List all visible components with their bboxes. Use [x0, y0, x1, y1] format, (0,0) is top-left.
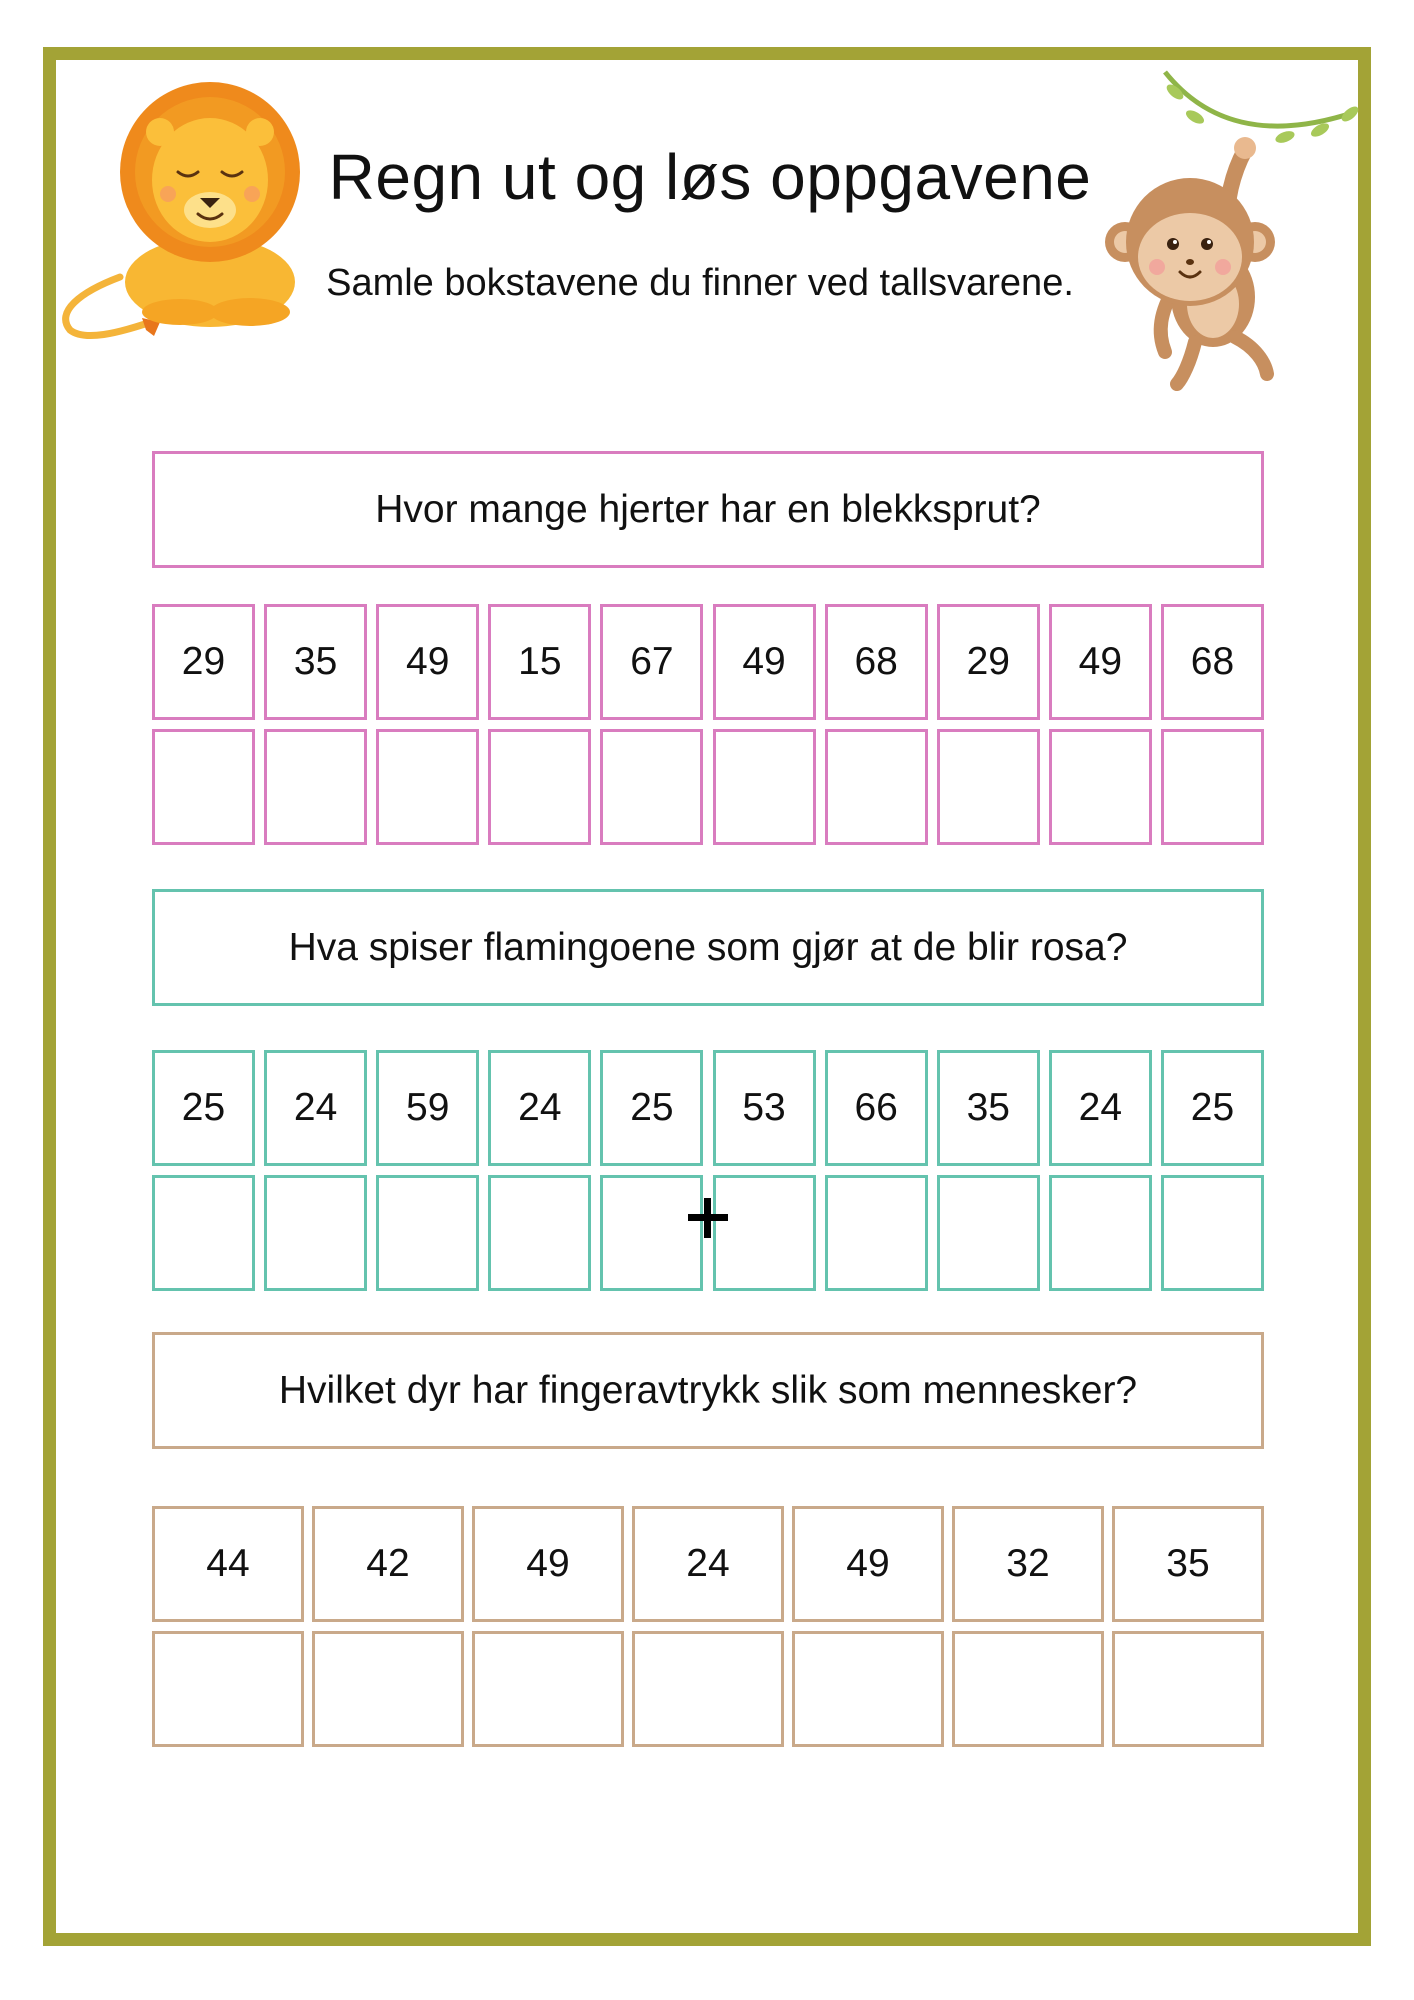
answer-cell[interactable]: [952, 1631, 1104, 1747]
number-cell: 25: [1161, 1050, 1264, 1166]
answer-cell[interactable]: [264, 1175, 367, 1291]
answer-cell[interactable]: [825, 1175, 928, 1291]
number-cell: 66: [825, 1050, 928, 1166]
answer-cell[interactable]: [472, 1631, 624, 1747]
number-cell: 49: [1049, 604, 1152, 720]
question-box-3: Hvilket dyr har fingeravtrykk slik som mennesker?: [152, 1332, 1264, 1449]
number-cell: 49: [376, 604, 479, 720]
answer-cell[interactable]: [713, 729, 816, 845]
number-cell: 49: [472, 1506, 624, 1622]
number-cell: 35: [1112, 1506, 1264, 1622]
number-cell: 49: [713, 604, 816, 720]
answer-cell[interactable]: [1161, 1175, 1264, 1291]
number-cell: 24: [632, 1506, 784, 1622]
answer-cell[interactable]: [152, 729, 255, 845]
number-cell: 25: [600, 1050, 703, 1166]
number-row-2: [152, 1050, 1264, 1166]
page-subtitle: Samle bokstavene du finner ved tallsvarene.: [326, 262, 1074, 304]
plus-cursor-icon: [684, 1194, 732, 1242]
answer-cell[interactable]: [825, 729, 928, 845]
answer-cell[interactable]: [937, 729, 1040, 845]
number-cell: 53: [713, 1050, 816, 1166]
number-cell: 24: [488, 1050, 591, 1166]
page-title: Regn ut og løs oppgavene: [328, 141, 1092, 213]
answer-cell[interactable]: [488, 1175, 591, 1291]
answer-cell[interactable]: [312, 1631, 464, 1747]
number-cell: 42: [312, 1506, 464, 1622]
answer-cell[interactable]: [937, 1175, 1040, 1291]
number-cell: 67: [600, 604, 703, 720]
answer-cell[interactable]: [152, 1175, 255, 1291]
number-cell: 35: [264, 604, 367, 720]
number-cell: 29: [937, 604, 1040, 720]
answer-cell[interactable]: [600, 729, 703, 845]
number-cell: 25: [152, 1050, 255, 1166]
number-row-3: [152, 1506, 1264, 1622]
question-box-2: Hva spiser flamingoene som gjør at de blir rosa?: [152, 889, 1264, 1006]
question-box-1: Hvor mange hjerter har en blekksprut?: [152, 451, 1264, 568]
answer-row-1: [152, 729, 1264, 845]
number-cell: 68: [825, 604, 928, 720]
number-cell: 29: [152, 604, 255, 720]
number-cell: 35: [937, 1050, 1040, 1166]
number-cell: 15: [488, 604, 591, 720]
answer-cell[interactable]: [1161, 729, 1264, 845]
number-cell: 59: [376, 1050, 479, 1166]
number-cell: 44: [152, 1506, 304, 1622]
answer-cell[interactable]: [264, 729, 367, 845]
number-cell: 68: [1161, 604, 1264, 720]
answer-cell[interactable]: [1049, 1175, 1152, 1291]
answer-cell[interactable]: [1049, 729, 1152, 845]
monkey-illustration: [1095, 62, 1365, 392]
answer-cell[interactable]: [1112, 1631, 1264, 1747]
number-cell: 24: [1049, 1050, 1152, 1166]
answer-cell[interactable]: [792, 1631, 944, 1747]
answer-cell[interactable]: [152, 1631, 304, 1747]
number-row-1: [152, 604, 1264, 720]
number-cell: 32: [952, 1506, 1104, 1622]
number-cell: 24: [264, 1050, 367, 1166]
answer-cell[interactable]: [488, 729, 591, 845]
answer-cell[interactable]: [376, 1175, 479, 1291]
answer-row-3: [152, 1631, 1264, 1747]
answer-cell[interactable]: [632, 1631, 784, 1747]
answer-cell[interactable]: [376, 729, 479, 845]
number-cell: 49: [792, 1506, 944, 1622]
